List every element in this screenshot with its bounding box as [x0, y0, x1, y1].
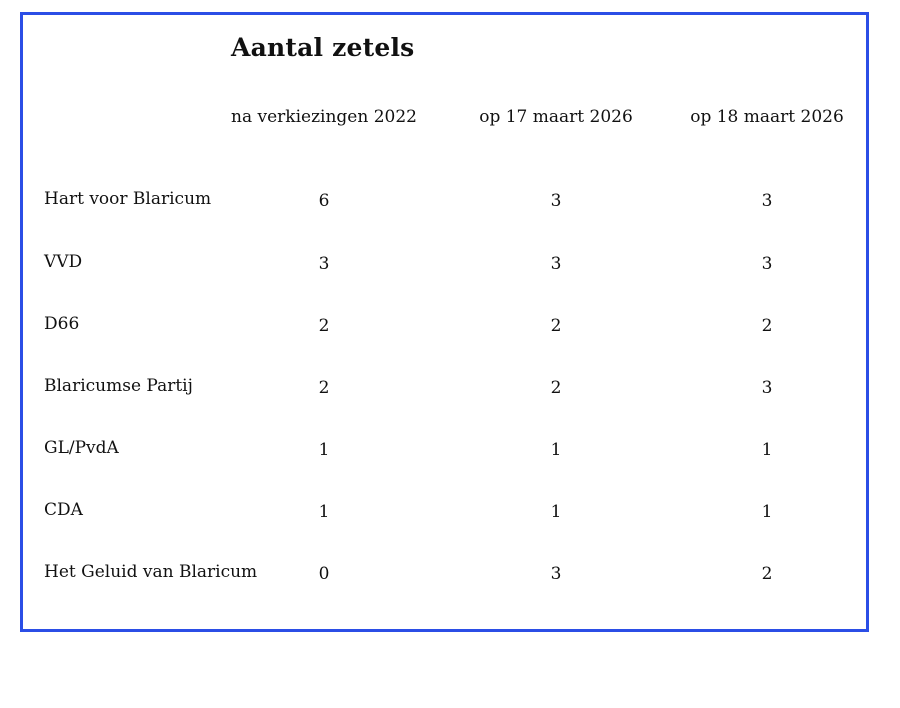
seat-count: 2: [318, 378, 330, 398]
column-header-17-march-2026: op 17 maart 2026: [479, 107, 633, 127]
seat-count: 2: [761, 564, 773, 584]
seat-count: 1: [761, 502, 773, 522]
seat-count: 1: [550, 440, 562, 460]
seat-count: 3: [550, 191, 562, 211]
party-name: Hart voor Blaricum: [44, 189, 212, 209]
party-name: CDA: [44, 500, 83, 520]
party-name: GL/PvdA: [44, 438, 119, 458]
table-row: [23, 562, 866, 592]
seat-count: 1: [318, 440, 330, 460]
seat-count: 1: [318, 502, 330, 522]
seats-table-frame: [20, 12, 869, 632]
table-row: [23, 500, 866, 530]
seat-count: 6: [318, 191, 330, 211]
seat-count: 3: [761, 378, 773, 398]
seat-count: 2: [550, 316, 562, 336]
seat-count: 2: [761, 316, 773, 336]
party-name: Het Geluid van Blaricum: [44, 562, 258, 582]
table-row: [23, 438, 866, 468]
party-name: VVD: [44, 252, 83, 272]
seat-count: 3: [761, 254, 773, 274]
table-title: Aantal zetels: [231, 33, 415, 62]
table-row: [23, 189, 866, 219]
seat-count: 1: [761, 440, 773, 460]
seat-count: 0: [318, 564, 330, 584]
column-header-2022: na verkiezingen 2022: [231, 107, 417, 127]
party-name: Blaricumse Partij: [44, 376, 193, 396]
party-name: D66: [44, 314, 80, 334]
table-row: [23, 252, 866, 282]
seat-count: 2: [318, 316, 330, 336]
table-row: [23, 376, 866, 406]
seat-count: 1: [550, 502, 562, 522]
table-row: [23, 314, 866, 344]
seat-count: 3: [761, 191, 773, 211]
seat-count: 3: [550, 254, 562, 274]
column-header-18-march-2026: op 18 maart 2026: [690, 107, 844, 127]
seat-count: 3: [318, 254, 330, 274]
seat-count: 2: [550, 378, 562, 398]
seat-count: 3: [550, 564, 562, 584]
